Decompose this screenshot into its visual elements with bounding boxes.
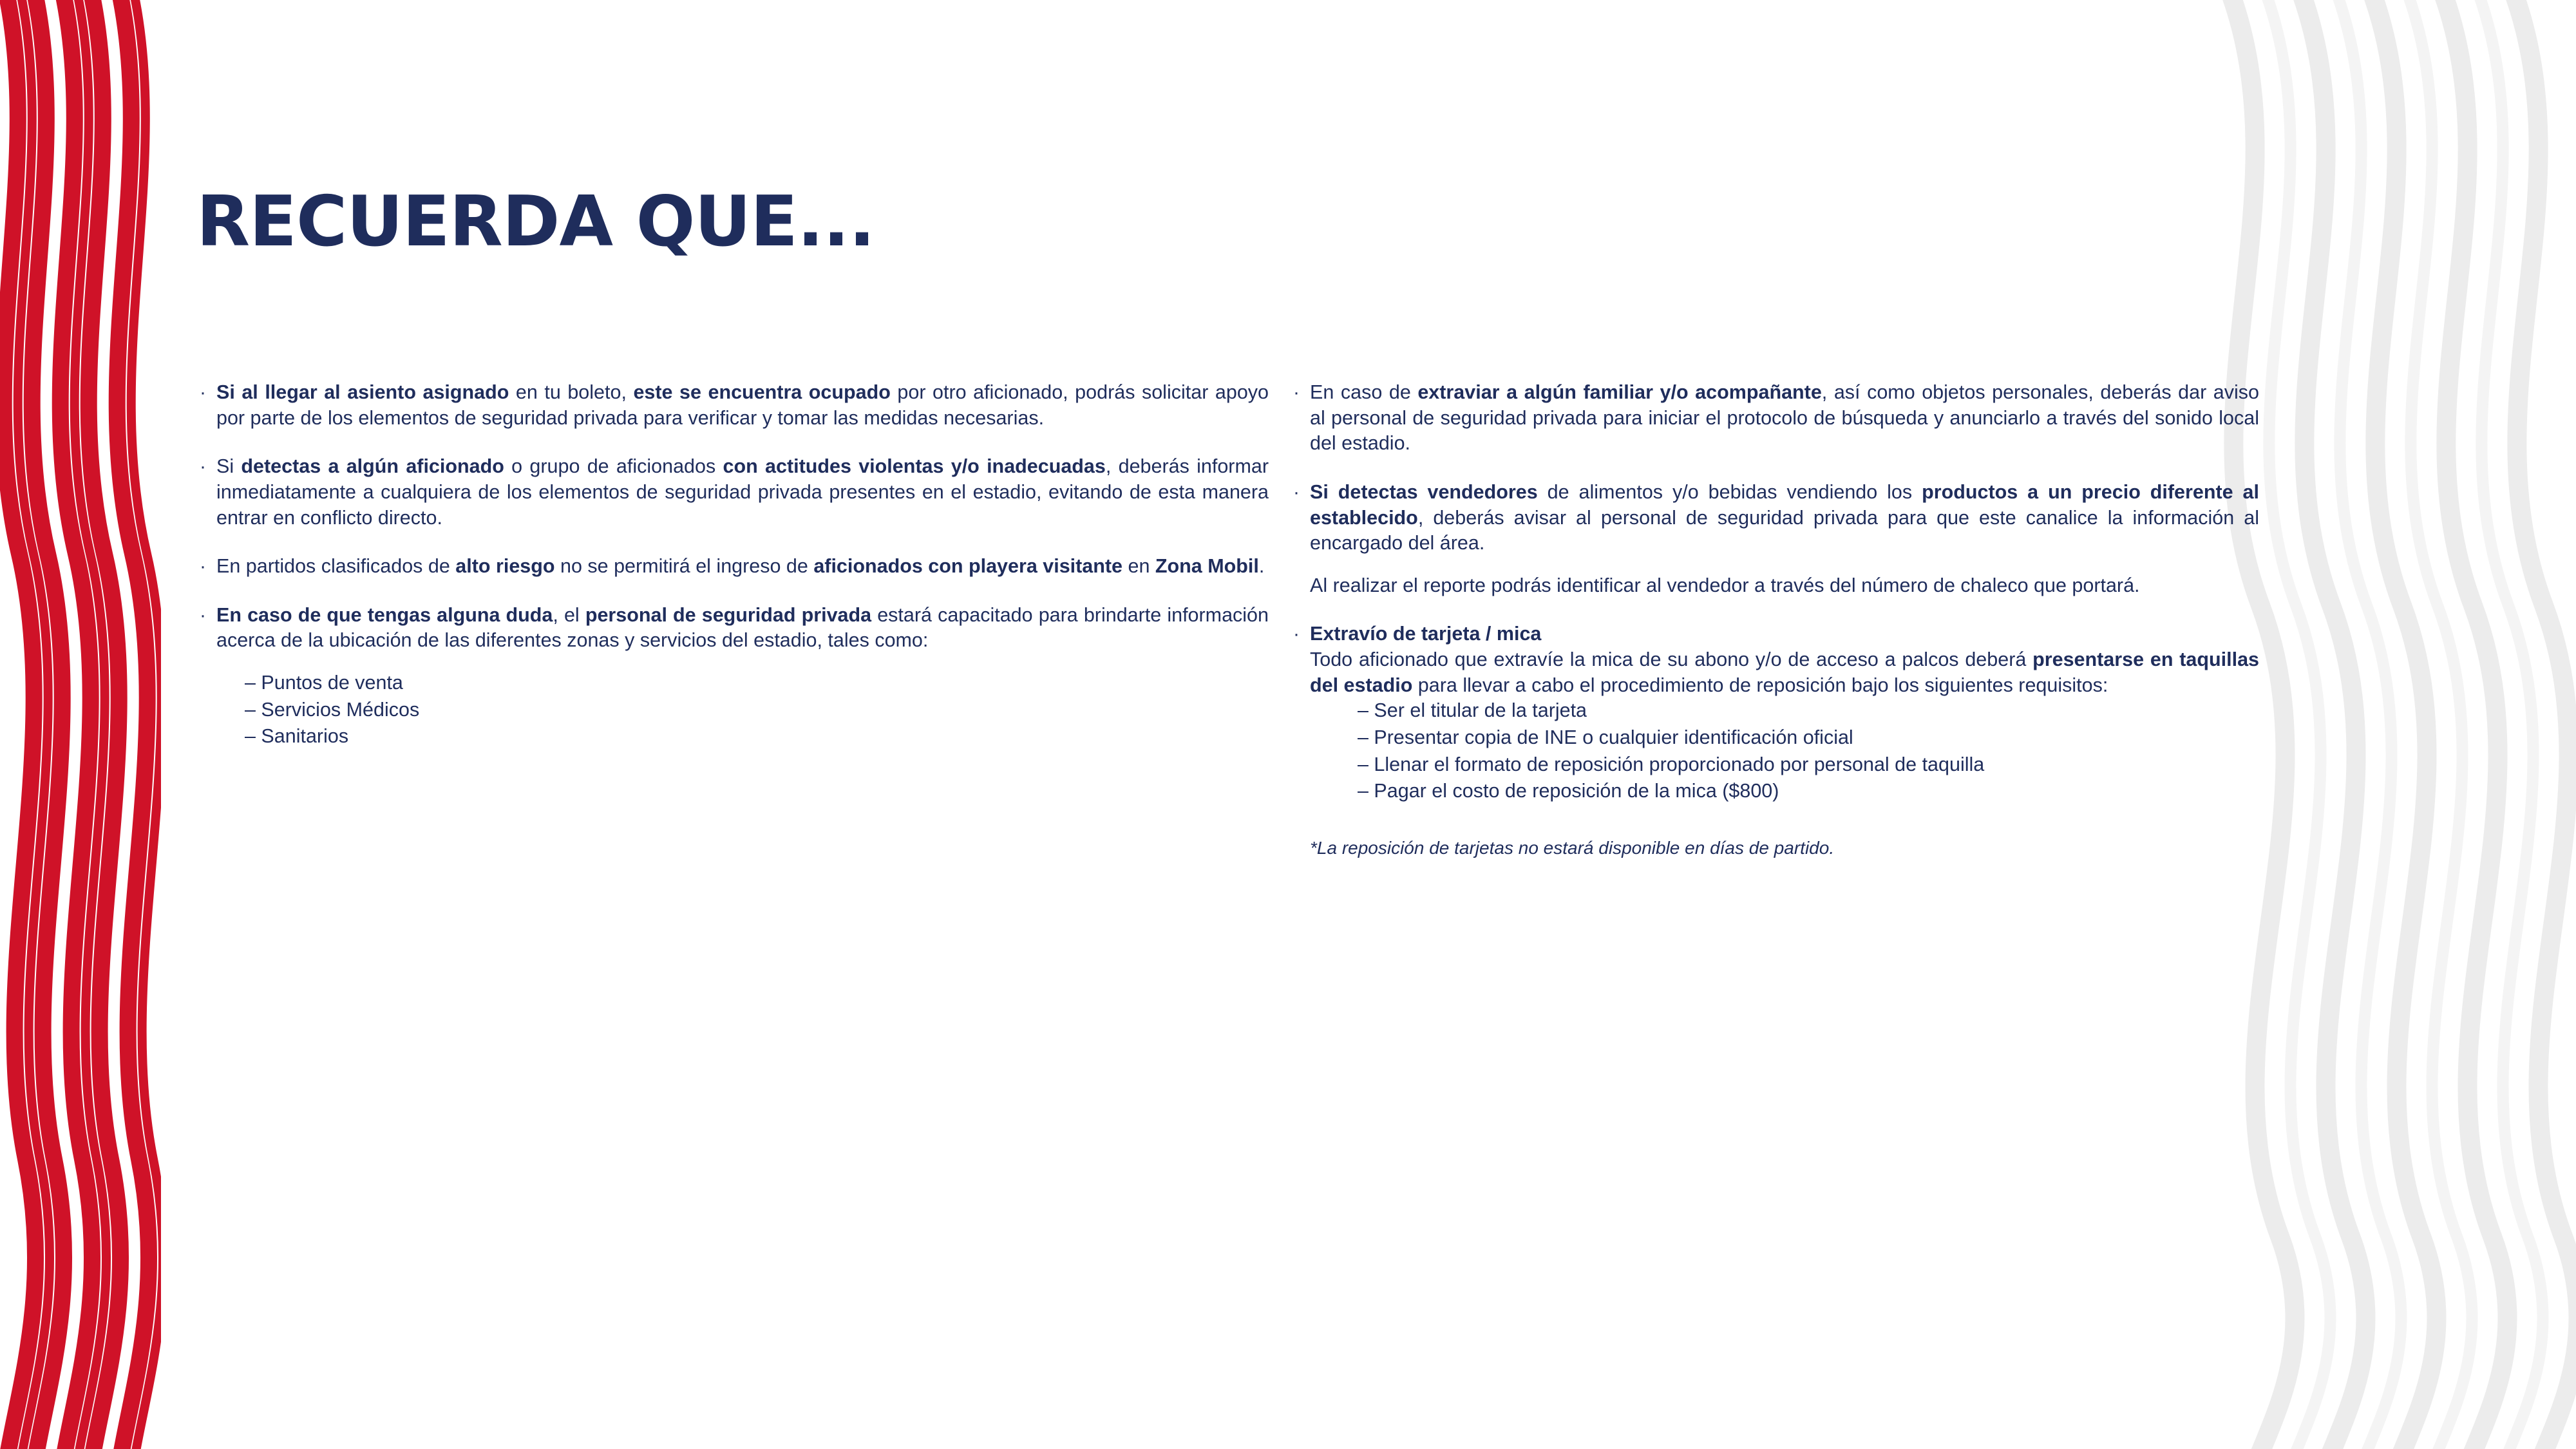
bullet-item-lost-companion [1293, 380, 2259, 457]
bullet-paragraph [200, 554, 1269, 580]
bullet-dot-icon: · [1293, 623, 1300, 645]
text-regular: Todo aficionado que extravíe la mica de su abono y/o de acceso a palcos deberá [1310, 649, 2033, 671]
list-item: – Presentar copia de INE o cualquier identificación oficial [1358, 726, 1853, 749]
text-regular: , el [553, 603, 585, 626]
text-bold: presentarse en taquillas del estadio [1310, 649, 2259, 696]
text-regular: , así como objetos personales, deberás dar aviso al personal de seguridad privada para iniciar el protocolo de búsqueda y anunciarlo a través del sonido local del estadio. [1310, 381, 2259, 455]
right-content-column [1293, 380, 2259, 860]
bullet-dot-icon: · [200, 556, 206, 578]
vendor-report-followup-paragraph: Al realizar el reporte podrás identificar al vendedor a través del número de chaleco que portará. [1310, 574, 2140, 596]
bullet-paragraph [200, 380, 1269, 431]
text-regular: , deberás avisar al personal de seguridad privada para que este canalice la información al encargado del área. [1310, 506, 2259, 554]
list-item: – Puntos de venta [245, 672, 403, 694]
bullet-dot-icon: · [1293, 382, 1300, 403]
text-bold: Si detectas vendedores [1310, 480, 1538, 503]
bullet-dot-icon: · [200, 604, 206, 626]
text-bold: Si al llegar al asiento asignado [216, 381, 509, 403]
bullet-item-violent-fans [200, 454, 1269, 531]
text-bold: Extravío de tarjeta / mica [1310, 623, 1542, 645]
text-regular: En caso de [1310, 381, 1418, 403]
text-regular: o grupo de aficionados [504, 455, 723, 478]
bullet-item-vendor-pricing [1293, 480, 2259, 599]
bullet-paragraph [200, 603, 1269, 654]
text-regular: . [1258, 555, 1265, 578]
bullet-item-lost-card [1293, 621, 2259, 860]
bullet-paragraph [200, 454, 1269, 531]
text-bold: Zona Mobil [1155, 555, 1259, 578]
list-item: – Sanitarios [245, 725, 349, 748]
list-item: – Pagar el costo de reposición de la mica ($800) [1358, 780, 1779, 802]
text-bold: productos a un precio diferente al establecido [1310, 480, 2259, 529]
text-regular: En partidos clasificados de [216, 555, 456, 578]
list-item: – Servicios Médicos [245, 698, 420, 721]
bullet-dot-icon: · [200, 382, 206, 403]
bullet-paragraph [1293, 480, 2259, 556]
text-regular: para llevar a cabo el procedimiento de reposición bajo los siguientes requisitos: [1412, 674, 2108, 696]
lost-card-heading [1293, 621, 2259, 647]
lost-card-paragraph [1293, 647, 2259, 698]
services-list [200, 670, 1269, 750]
text-regular: por otro aficionado, podrás solicitar apoyo por parte de los elementos de seguridad privada para verificar y tomar las medidas necesarias. [216, 381, 1269, 429]
list-item: – Llenar el formato de reposición proporcionado por personal de taquilla [1358, 753, 1985, 775]
text-bold: personal de seguridad privada [585, 603, 872, 626]
bullet-item-questions-security-staff [200, 603, 1269, 750]
text-bold: detectas a algún aficionado [241, 455, 504, 478]
text-regular: estará capacitado para brindarte información acerca de la ubicación de las diferentes zonas y servicios del estadio, tales como: [216, 603, 1269, 652]
text-regular: no se permitirá el ingreso de [554, 555, 814, 578]
footnote: *La reposición de tarjetas no estará disponible en días de partido. [1310, 837, 1835, 858]
text-bold: alto riesgo [455, 555, 555, 578]
text-regular: en tu boleto, [509, 381, 634, 403]
bullet-dot-icon: · [200, 456, 206, 478]
text-regular: , deberás informar inmediatamente a cualquiera de los elementos de seguridad privada presentes en el estadio, evitando de esta manera entrar en conflicto directo. [216, 455, 1269, 529]
list-item: – Ser el titular de la tarjeta [1358, 699, 1587, 722]
text-bold: con actitudes violentas y/o inadecuadas [723, 455, 1106, 478]
text-bold: extraviar a algún familiar y/o acompañante [1417, 381, 1822, 403]
text-regular: Si [216, 455, 242, 478]
page-title: RECUERDA QUE... [196, 182, 875, 263]
bullet-item-high-risk-matches [200, 554, 1269, 580]
requirements-list [1293, 698, 2259, 804]
left-red-stripes-decoration [0, 0, 161, 1449]
left-content-column [200, 380, 1269, 770]
text-bold: aficionados con playera visitante [813, 555, 1123, 578]
text-regular: de alimentos y/o bebidas vendiendo los [1537, 480, 1922, 503]
bullet-paragraph [1293, 380, 2259, 457]
text-regular: en [1122, 555, 1155, 578]
bullet-dot-icon: · [1293, 481, 1300, 503]
text-bold: este se encuentra ocupado [633, 381, 891, 403]
text-bold: En caso de que tengas alguna duda [216, 603, 553, 626]
bullet-item-seat-occupied [200, 380, 1269, 431]
